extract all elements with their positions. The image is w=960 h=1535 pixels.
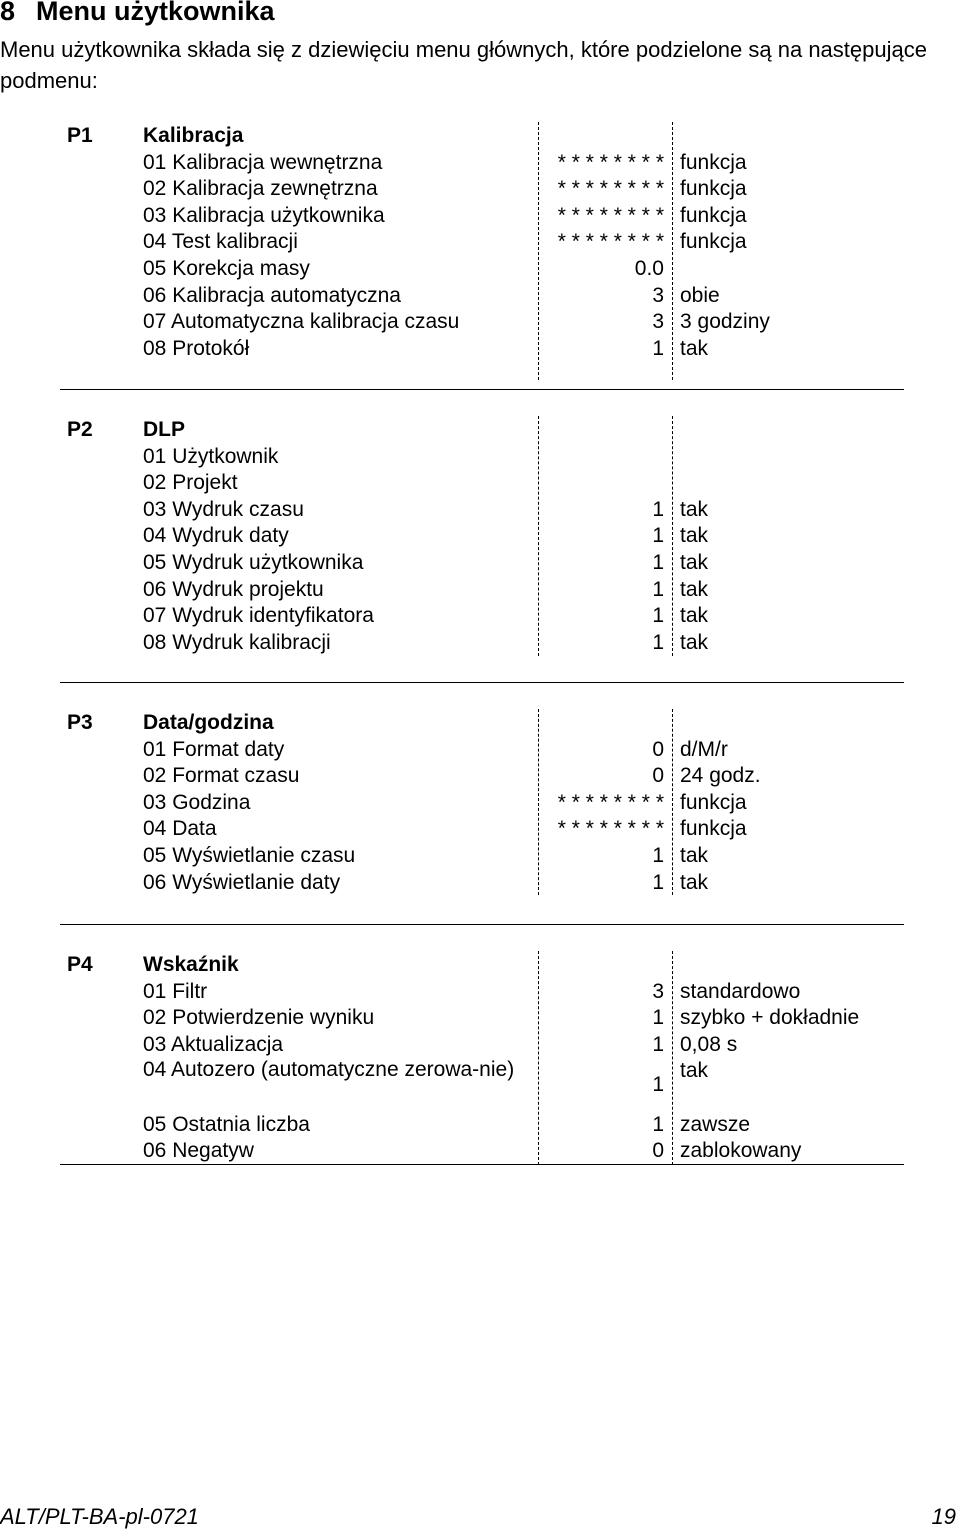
menu-row-setting: obie xyxy=(680,283,720,307)
page-title xyxy=(0,0,275,27)
menu-row-setting: tak xyxy=(680,604,709,628)
menu-row-value: 1 xyxy=(652,1073,664,1097)
menu-row xyxy=(0,522,904,549)
menu-row xyxy=(0,469,904,496)
section-rule xyxy=(60,682,904,683)
menu-row-setting: 24 godz. xyxy=(680,764,761,788)
menu-row-label: 02 Potwierdzenie wyniku xyxy=(143,1006,375,1030)
menu-row-value: 1 xyxy=(652,577,664,601)
menu-row xyxy=(0,202,904,229)
document-id: ALT/PLT-BA-pl-0721 xyxy=(0,1504,199,1529)
menu-row xyxy=(0,629,904,656)
menu-row xyxy=(0,736,904,763)
section-rule xyxy=(60,389,904,390)
intro-paragraph: Menu użytkownika składa się z dziewięciu menu głównych, które podzielone są na następujące podmenu: xyxy=(0,37,927,93)
menu-row-label: 01 Kalibracja wewnętrzna xyxy=(143,150,383,174)
section-header xyxy=(0,122,904,149)
section-code: P3 xyxy=(67,711,93,734)
menu-row-value: 3 xyxy=(652,283,664,307)
menu-row-value: * * * * * * * * xyxy=(557,790,664,814)
menu-row-label: 05 Wydruk użytkownika xyxy=(143,551,364,574)
menu-row-setting: funkcja xyxy=(680,817,747,841)
section-code: P1 xyxy=(67,124,93,147)
menu-row-value: 1 xyxy=(652,551,664,574)
section-code: P4 xyxy=(67,953,93,976)
menu-row-setting: d/M/r xyxy=(680,737,728,761)
menu-row xyxy=(0,762,904,789)
menu-row xyxy=(0,869,904,896)
menu-row xyxy=(0,815,904,842)
section-rule xyxy=(60,1164,904,1165)
menu-row-setting: zawsze xyxy=(680,1112,751,1136)
menu-row-setting: funkcja xyxy=(680,790,747,814)
menu-row-value: 1 xyxy=(652,870,664,894)
page-footer xyxy=(0,1504,960,1534)
menu-row-setting: standardowo xyxy=(680,979,801,1003)
menu-row xyxy=(0,1057,904,1097)
menu-row-label: 04 Data xyxy=(143,817,217,841)
section-rule xyxy=(60,924,904,925)
menu-row-value: 1 xyxy=(652,1112,664,1136)
menu-row-label: 05 Ostatnia liczba xyxy=(143,1112,310,1136)
menu-row-label: 03 Kalibracja użytkownika xyxy=(143,203,385,227)
menu-row-setting: 0,08 s xyxy=(680,1032,738,1056)
menu-row-setting: tak xyxy=(680,524,709,548)
menu-row-setting: tak xyxy=(680,1059,709,1083)
menu-row-label: 08 Protokół xyxy=(143,336,250,360)
menu-row-value: 1 xyxy=(652,1032,664,1056)
menu-row-label: 04 Autozero (automatyczne zerowa-nie) xyxy=(143,1058,515,1082)
menu-row xyxy=(0,1137,904,1164)
menu-row xyxy=(0,282,904,309)
menu-row-setting: zablokowany xyxy=(680,1139,802,1163)
menu-row-setting: tak xyxy=(680,844,709,867)
menu-row-label: 05 Korekcja masy xyxy=(143,257,310,280)
menu-row xyxy=(0,496,904,523)
menu-row-value: 1 xyxy=(652,1006,664,1030)
menu-row-setting: tak xyxy=(680,551,709,574)
menu-row-label: 06 Kalibracja automatyczna xyxy=(143,283,401,307)
section-code: P2 xyxy=(67,418,93,441)
menu-row-label: 06 Wyświetlanie daty xyxy=(143,870,341,894)
menu-row-value: 1 xyxy=(652,630,664,654)
menu-row xyxy=(0,255,904,282)
menu-row-label: 07 Automatyczna kalibracja czasu xyxy=(143,310,460,334)
menu-row-value: * * * * * * * * xyxy=(557,817,664,841)
section-title: Kalibracja xyxy=(143,124,244,147)
menu-row-value: 0 xyxy=(652,1139,664,1163)
menu-row xyxy=(0,228,904,255)
menu-section-p3 xyxy=(0,709,904,925)
menu-section-p2 xyxy=(0,416,904,683)
menu-section-p1 xyxy=(0,122,904,390)
menu-row-setting: tak xyxy=(680,870,709,894)
menu-row-label: 02 Format czasu xyxy=(143,764,300,788)
menu-row-label: 04 Test kalibracji xyxy=(143,230,298,254)
menu-row-setting: tak xyxy=(680,497,709,521)
menu-row-setting: tak xyxy=(680,577,709,601)
menu-row-label: 03 Godzina xyxy=(143,790,251,814)
menu-row-label: 03 Wydruk czasu xyxy=(143,497,304,521)
menu-row-value: * * * * * * * * xyxy=(557,230,664,254)
menu-row-value: 1 xyxy=(652,497,664,521)
menu-row-value: 1 xyxy=(652,844,664,867)
section-header xyxy=(0,416,904,443)
menu-row-label: 07 Wydruk identyfikatora xyxy=(143,604,374,628)
menu-row-value: 0 xyxy=(652,764,664,788)
menu-row xyxy=(0,842,904,869)
menu-row xyxy=(0,443,904,470)
menu-row-value: * * * * * * * * xyxy=(557,203,664,227)
menu-row xyxy=(0,602,904,629)
chapter-title: Menu użytkownika xyxy=(36,0,275,26)
section-title: Wskaźnik xyxy=(143,953,239,976)
menu-row xyxy=(0,308,904,335)
menu-row xyxy=(0,789,904,816)
menu-row-setting: tak xyxy=(680,336,709,360)
menu-row xyxy=(0,576,904,603)
menu-row-label: 05 Wyświetlanie czasu xyxy=(143,844,356,867)
menu-row-setting: szybko + dokładnie xyxy=(680,1006,860,1030)
menu-row xyxy=(0,1004,904,1031)
menu-row-setting: funkcja xyxy=(680,150,747,174)
menu-row xyxy=(0,335,904,362)
chapter-number: 8 xyxy=(0,0,16,26)
menu-row-label: 01 Format daty xyxy=(143,737,285,761)
menu-row-value: 0.0 xyxy=(634,257,664,280)
menu-row-label: 01 Użytkownik xyxy=(143,444,279,468)
menu-section-p4 xyxy=(0,951,904,1165)
section-title: DLP xyxy=(143,418,185,441)
menu-row-setting: 3 godziny xyxy=(680,310,770,334)
menu-row-value: * * * * * * * * xyxy=(557,150,664,174)
menu-row xyxy=(0,1111,904,1138)
menu-row-setting: tak xyxy=(680,630,709,654)
menu-row-value: 3 xyxy=(652,979,664,1003)
menu-row-value: 3 xyxy=(652,310,664,334)
menu-row-label: 03 Aktualizacja xyxy=(143,1032,284,1056)
menu-row xyxy=(0,549,904,576)
menu-row-value: * * * * * * * * xyxy=(557,177,664,201)
menu-row-label: 02 Kalibracja zewnętrzna xyxy=(143,177,378,201)
section-title: Data/godzina xyxy=(143,711,274,734)
page-number: 19 xyxy=(931,1504,956,1529)
menu-row-label: 02 Projekt xyxy=(143,471,238,495)
menu-row-value: 0 xyxy=(652,737,664,761)
menu-row xyxy=(0,175,904,202)
menu-row-setting: funkcja xyxy=(680,177,747,201)
menu-row-value: 1 xyxy=(652,524,664,548)
section-header xyxy=(0,951,904,978)
menu-row xyxy=(0,1031,904,1058)
menu-row-setting: funkcja xyxy=(680,230,747,254)
menu-row-value: 1 xyxy=(652,604,664,628)
menu-row-setting: funkcja xyxy=(680,203,747,227)
menu-row-label: 06 Negatyw xyxy=(143,1139,254,1163)
menu-row-label: 06 Wydruk projektu xyxy=(143,577,324,601)
menu-row xyxy=(0,149,904,176)
menu-row-label: 08 Wydruk kalibracji xyxy=(143,630,331,654)
menu-row-value: 1 xyxy=(652,336,664,360)
menu-row-label: 01 Filtr xyxy=(143,979,208,1003)
menu-row-label: 04 Wydruk daty xyxy=(143,524,289,548)
section-header xyxy=(0,709,904,736)
menu-row xyxy=(0,978,904,1005)
